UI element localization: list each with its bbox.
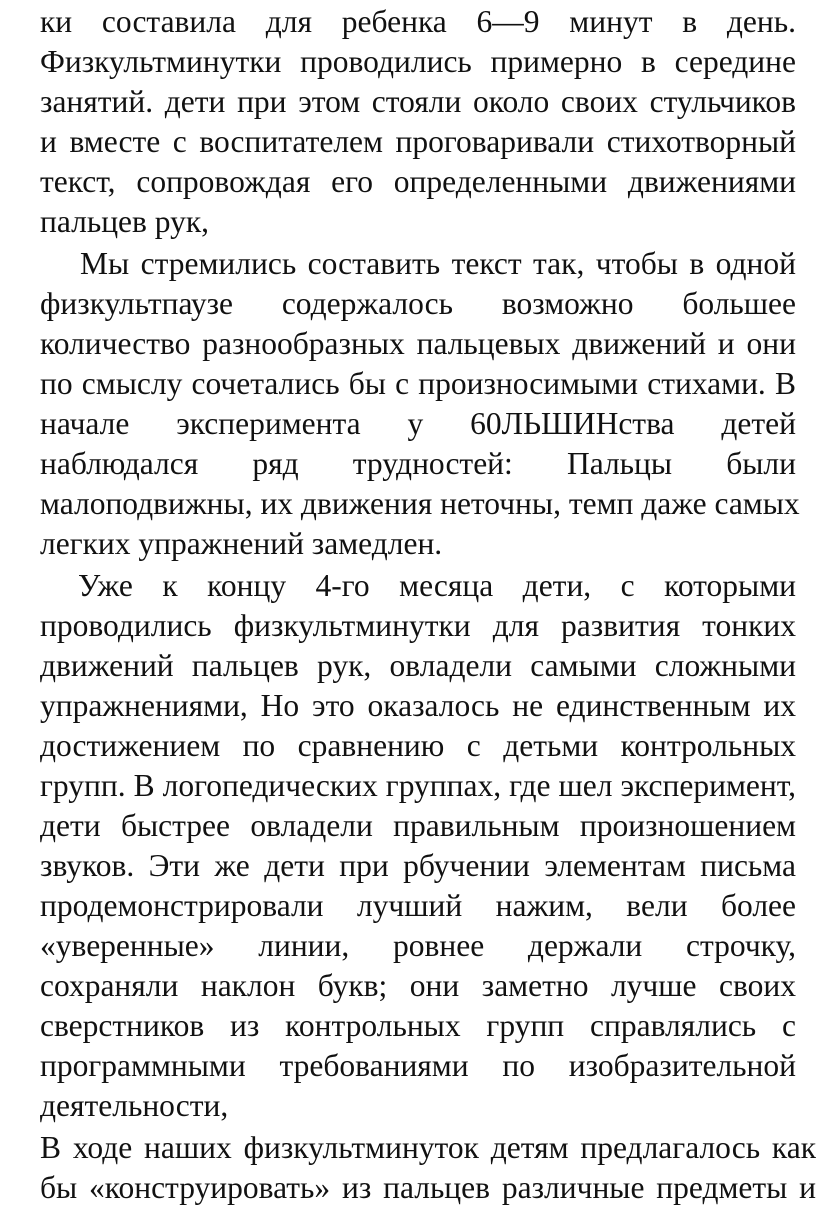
text-line: и вместе с воспитателем проговаривали стихотворный bbox=[40, 124, 796, 159]
text-line: физкультпаузе содержалось возможно большее bbox=[40, 286, 796, 321]
text-line: «уверенные» линии, ровнее держали строчку, bbox=[40, 928, 796, 963]
text-line: бы «конструировать» из пальцев различные предметы и bbox=[40, 1170, 816, 1205]
text-line: наблюдался ряд трудностей: Пальцы были bbox=[40, 446, 796, 481]
text-line: малоподвижны, их движения неточны, темп даже самых bbox=[40, 486, 800, 521]
text-line: движений пальцев рук, овладели самыми сложными bbox=[40, 648, 796, 683]
text-line: дети быстрее овладели правильным произношением bbox=[40, 808, 796, 843]
text-line: сохраняли наклон букв; они заметно лучше своих bbox=[40, 968, 796, 1003]
text-line: продемонстрировали лучший нажим, вели более bbox=[40, 888, 796, 923]
text-line: занятий. дети при этом стояли около своих стульчиков bbox=[40, 84, 796, 119]
text-line: сверстников из контрольных групп справлялись с bbox=[40, 1008, 796, 1043]
text-line: звуков. Эти же дети при рбучении элементам письма bbox=[40, 848, 796, 883]
text-line: Мы стремились составить текст так, чтобы в одной bbox=[80, 246, 796, 281]
text-line: легких упражнений замедлен. bbox=[40, 526, 443, 561]
text-line: В ходе наших физкультминуток детям предлагалось как bbox=[40, 1130, 816, 1165]
text-line: программными требованиями по изобразительной bbox=[40, 1048, 796, 1083]
text-line: пальцев рук, bbox=[40, 204, 210, 239]
text-line: достижением по сравнению с детьми контрольных bbox=[40, 728, 796, 763]
text-line: деятельности, bbox=[40, 1088, 229, 1123]
text-line: Уже к концу 4-го месяца дети, с которыми bbox=[78, 568, 796, 603]
text-line: текст, сопровождая его определенными движениями bbox=[40, 164, 796, 199]
text-line: количество разнообразных пальцевых движений и они bbox=[40, 326, 796, 361]
text-line: начале эксперимента у 60ЛЬШИНства детей bbox=[40, 406, 796, 441]
text-line: по смыслу сочетались бы с произносимыми стихами. В bbox=[40, 366, 796, 401]
text-line: групп. В логопедических группах, где шел эксперимент, bbox=[40, 768, 796, 803]
text-line: упражнениями, Но это оказалось не единственным их bbox=[40, 688, 796, 723]
text-line: проводились физкультминутки для развития тонких bbox=[40, 608, 796, 643]
text-line: ки составила для ребенка 6—9 минут в день. bbox=[40, 4, 796, 39]
text-line: Физкультминутки проводились примерно в середине bbox=[40, 44, 796, 79]
